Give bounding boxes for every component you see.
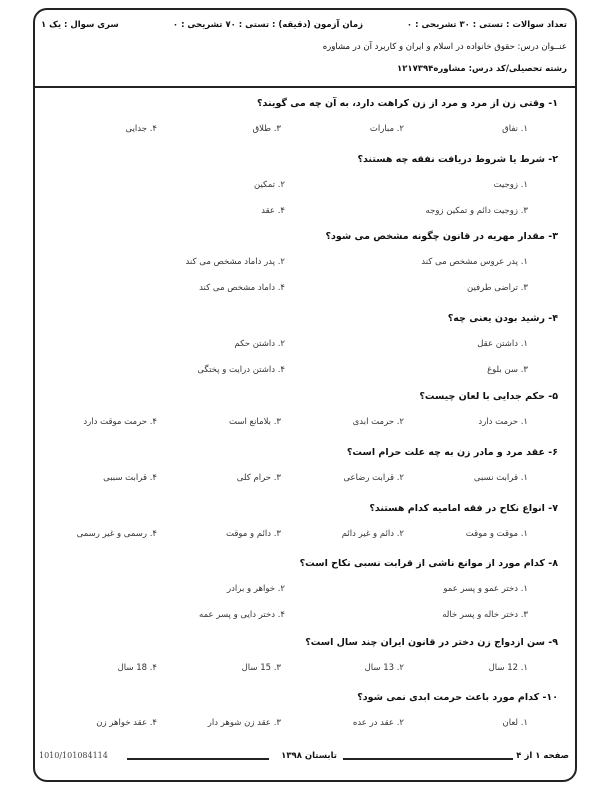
question-2-option-4: ۴. عقد <box>261 206 285 216</box>
question-6-option-3: ۳. حرام کلی <box>236 473 281 483</box>
series: سری سوال : یک ۱ <box>41 20 119 30</box>
question-10-option-3: ۳. عقد زن شوهر دار <box>207 718 281 728</box>
question-3-option-1: ۱. پدر عروس مشخص می کند <box>421 257 528 267</box>
field-code: رشته تحصیلی/کد درس: مشاوره۱۲۱۷۳۹۴ <box>397 64 567 74</box>
exam-term: تابستان ۱۳۹۸ <box>281 751 337 761</box>
total-questions: تعداد سوالات : تستی : ۳۰ تشریحی : ۰ <box>406 20 567 30</box>
footer-line-right <box>343 758 513 760</box>
question-6: ۶- عقد مرد و مادر زن به چه علت حرام است؟ <box>346 447 558 458</box>
question-2-option-2: ۲. تمکین <box>254 180 285 190</box>
question-1-option-1: ۱. نفاق <box>502 124 528 134</box>
question-7-option-2: ۲. دائم و غیر دائم <box>341 529 404 539</box>
course-code: 1010/101084114 <box>39 751 108 760</box>
question-6-option-4: ۴. قرابت سببی <box>103 473 157 483</box>
exam-time: زمان آزمون (دقیقه) : تستی : ۷۰ تشریحی : ۰ <box>172 20 363 30</box>
question-8-option-3: ۳. دختر خاله و پسر خاله <box>442 610 528 620</box>
question-3-option-3: ۳. تراضی طرفین <box>467 283 528 293</box>
page-number: صفحه ۱ از ۴ <box>516 751 569 761</box>
question-1-option-3: ۳. طلاق <box>252 124 281 134</box>
question-5-option-3: ۳. بلامانع است <box>229 417 281 427</box>
question-5-option-1: ۱. حرمت دارد <box>478 417 528 427</box>
course-title: عنــوان درس: حقوق خانواده در اسلام و ایران و کاربرد آن در مشاوره <box>322 42 567 52</box>
question-8: ۸- کدام مورد از موانع ناشی از قرابت نسبی نکاح است؟ <box>299 558 558 569</box>
question-5-option-2: ۲. حرمت ابدی <box>352 417 404 427</box>
question-8-option-4: ۴. دختر دایی و پسر عمه <box>199 610 285 620</box>
question-3-option-4: ۴. داماد مشخص می کند <box>199 283 285 293</box>
exam-header <box>35 12 575 86</box>
question-3: ۳- مقدار مهریه در قانون چگونه مشخص می شود؟ <box>325 231 558 242</box>
question-4: ۴- رشید بودن یعنی چه؟ <box>447 313 558 324</box>
question-10-option-2: ۲. عقد در عده <box>352 718 404 728</box>
question-8-option-1: ۱. دختر عمو و پسر عمو <box>443 584 528 594</box>
question-9-option-1: ۱. 12 سال <box>488 663 528 673</box>
question-1-option-4: ۴. جدایی <box>125 124 157 134</box>
question-8-option-2: ۲. خواهر و برادر <box>227 584 285 594</box>
question-7-option-1: ۱. موقت و موقت <box>465 529 528 539</box>
question-5-option-4: ۴. حرمت موقت دارد <box>83 417 157 427</box>
question-10-option-1: ۱. لعان <box>502 718 528 728</box>
question-4-option-2: ۲. داشتن حکم <box>234 339 285 349</box>
header-divider <box>35 86 575 88</box>
question-7-option-4: ۴. رسمی و غیر رسمی <box>76 529 157 539</box>
question-2: ۲- شرط یا شروط دریافت نفقه چه هستند؟ <box>357 154 558 165</box>
question-4-option-1: ۱. داشتن عقل <box>477 339 528 349</box>
question-2-option-3: ۳. زوجیت دائم و تمکین زوجه <box>425 206 528 216</box>
question-10-option-4: ۴. عقد خواهر زن <box>96 718 157 728</box>
question-9: ۹- سن ازدواج زن دختر در قانون ایران چند سال است؟ <box>305 637 558 648</box>
question-1-option-2: ۲. مبارات <box>369 124 404 134</box>
question-4-option-4: ۴. داشتن درایت و پختگی <box>197 365 285 375</box>
question-5: ۵- حکم جدایی با لعان چیست؟ <box>419 391 558 402</box>
question-6-option-2: ۲. قرابت رضاعی <box>343 473 404 483</box>
question-9-option-4: ۴. 18 سال <box>117 663 157 673</box>
page-footer <box>35 748 575 768</box>
question-3-option-2: ۲. پدر داماد مشخص می کند <box>185 257 285 267</box>
question-7-option-3: ۳. دائم و موقت <box>225 529 281 539</box>
question-10: ۱۰- کدام مورد باعث حرمت ابدی نمی شود؟ <box>357 692 558 703</box>
question-4-option-3: ۳. سن بلوغ <box>487 365 528 375</box>
question-2-option-1: ۱. زوجیت <box>493 180 528 190</box>
question-9-option-2: ۲. 13 سال <box>364 663 404 673</box>
question-7: ۷- انواع نکاح در فقه امامیه کدام هستند؟ <box>369 503 558 514</box>
footer-line-left <box>127 758 269 760</box>
question-9-option-3: ۳. 15 سال <box>241 663 281 673</box>
question-1: ۱- وقتی زن از مرد و مرد از زن کراهت دارد، به آن چه می گویند؟ <box>257 98 558 109</box>
question-6-option-1: ۱. قرابت نسبی <box>473 473 528 483</box>
